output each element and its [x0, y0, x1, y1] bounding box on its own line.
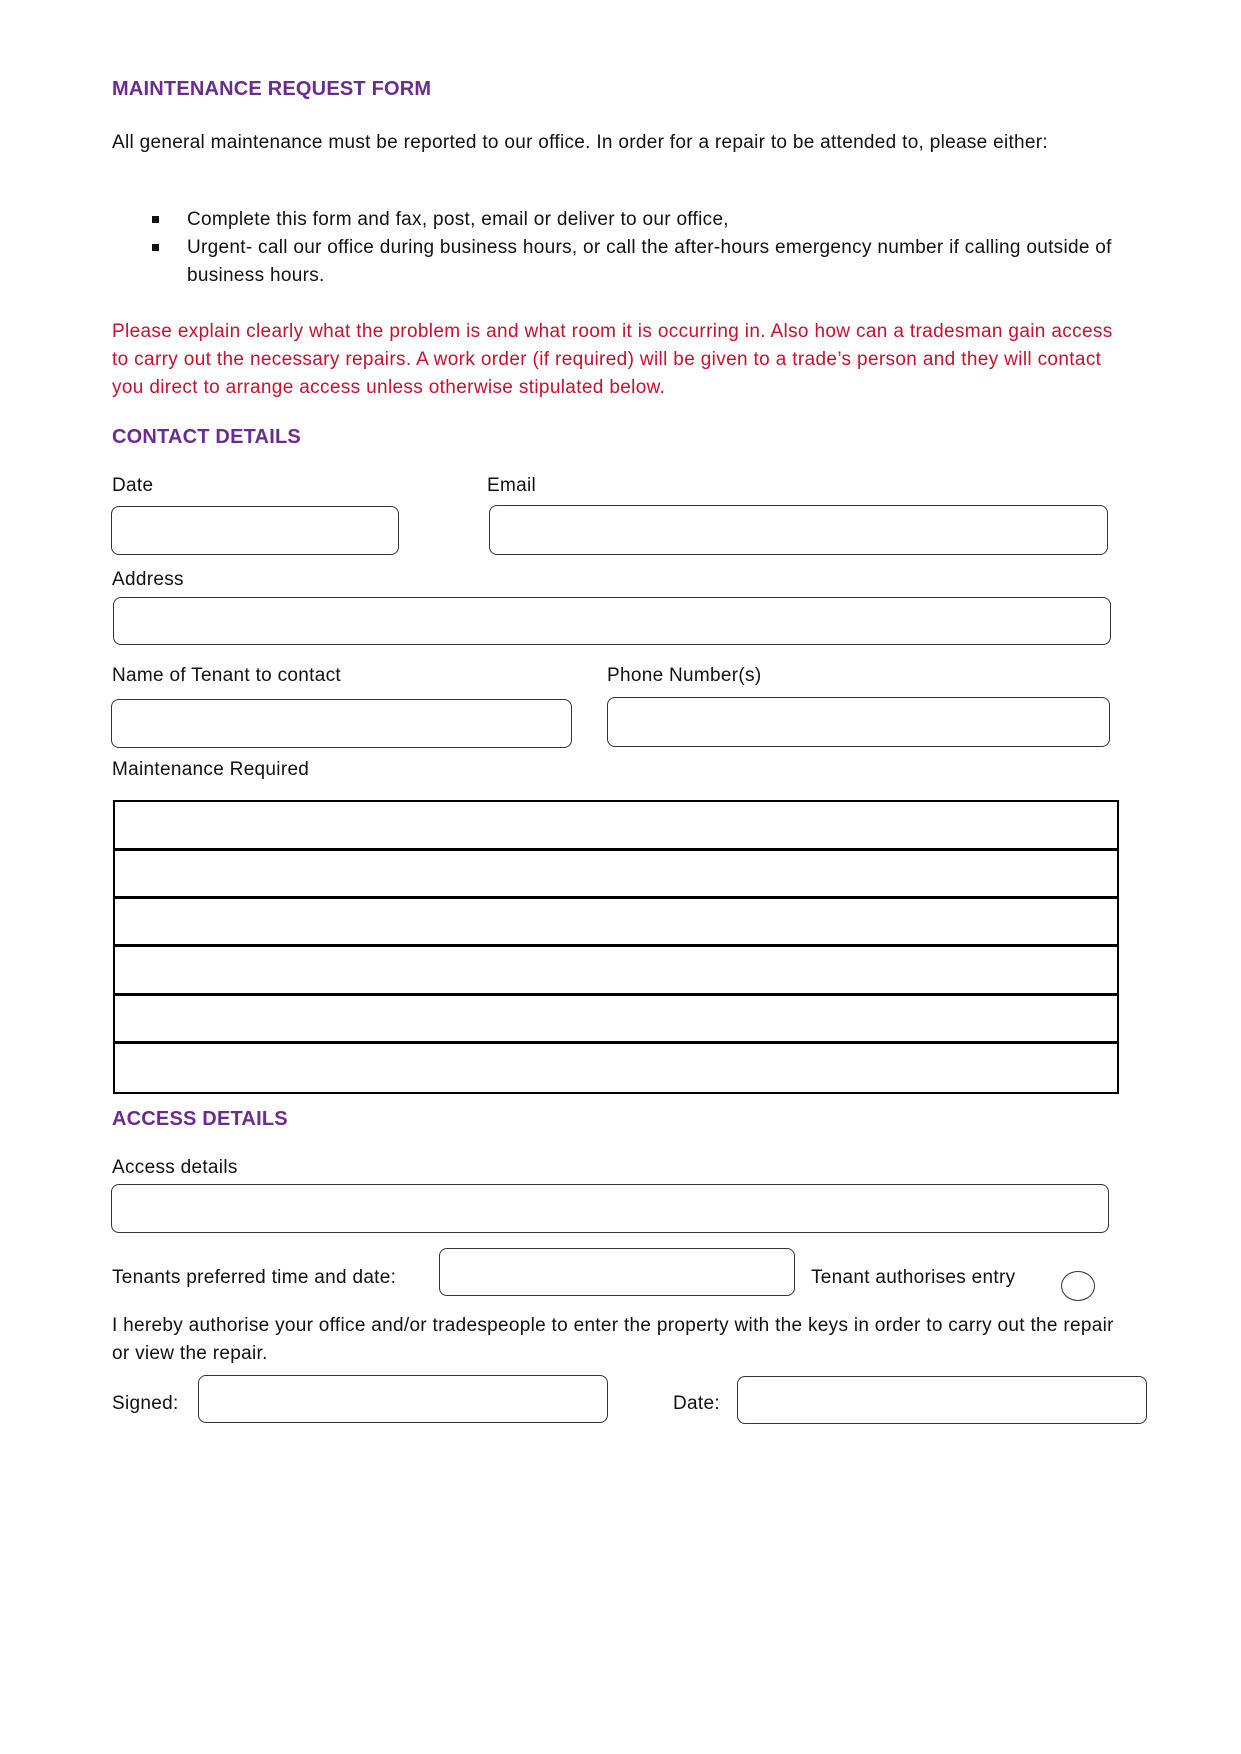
- repair-notice: Please explain clearly what the problem is and what room it is occurring in. Also how can a tradesman gain access to carry out the necessary repairs. A work order (if required) will be given to a trade’s person and they will contact you direct to arrange access unless otherwise stipulated below.: [112, 321, 1113, 398]
- phone-label: Phone Number(s): [607, 665, 762, 686]
- maintenance-line-3[interactable]: [115, 899, 1117, 947]
- sign-date-label: Date:: [673, 1393, 720, 1414]
- tenant-name-field[interactable]: [111, 699, 572, 748]
- preferred-time-label: Tenants preferred time and date:: [112, 1267, 397, 1288]
- address-field[interactable]: [113, 597, 1111, 645]
- maintenance-line-6[interactable]: [115, 1044, 1117, 1092]
- maintenance-line-5[interactable]: [115, 996, 1117, 1044]
- maintenance-required-table: [113, 800, 1119, 1094]
- bullet-square-icon: [152, 244, 159, 251]
- email-field[interactable]: [489, 505, 1108, 555]
- maintenance-line-1[interactable]: [115, 802, 1117, 851]
- list-item: Urgent- call our office during business hours, or call the after-hours emergency number if calling outside of business hours.: [112, 234, 1122, 290]
- signed-label: Signed:: [112, 1393, 179, 1414]
- instructions-list: [112, 206, 1122, 290]
- maintenance-required-label: Maintenance Required: [112, 759, 310, 780]
- tenant-authorises-label: Tenant authorises entry: [811, 1267, 1016, 1288]
- bullet-square-icon: [152, 216, 159, 223]
- contact-details-heading: CONTACT DETAILS: [112, 426, 301, 448]
- form-title: MAINTENANCE REQUEST FORM: [112, 78, 432, 100]
- access-details-field[interactable]: [111, 1184, 1109, 1233]
- sign-date-field[interactable]: [737, 1376, 1147, 1424]
- list-item: Complete this form and fax, post, email or deliver to our office,: [112, 206, 1122, 234]
- tenant-authorises-radio[interactable]: [1061, 1271, 1095, 1301]
- maintenance-line-4[interactable]: [115, 947, 1117, 996]
- preferred-time-field[interactable]: [439, 1248, 795, 1296]
- email-label: Email: [487, 475, 537, 496]
- access-details-label: Access details: [112, 1157, 238, 1178]
- date-field[interactable]: [111, 506, 399, 555]
- signature-field[interactable]: [198, 1375, 608, 1423]
- intro-text: All general maintenance must be reported to our office. In order for a repair to be attended to, please either:: [112, 132, 1048, 153]
- address-label: Address: [112, 569, 184, 590]
- tenant-name-label: Name of Tenant to contact: [112, 665, 341, 686]
- maintenance-line-2[interactable]: [115, 851, 1117, 899]
- authorisation-statement: I hereby authorise your office and/or tradespeople to enter the property with the keys in order to carry out the repair or view the repair.: [112, 1315, 1114, 1364]
- access-details-heading: ACCESS DETAILS: [112, 1108, 288, 1130]
- phone-field[interactable]: [607, 697, 1110, 747]
- date-label: Date: [112, 475, 154, 496]
